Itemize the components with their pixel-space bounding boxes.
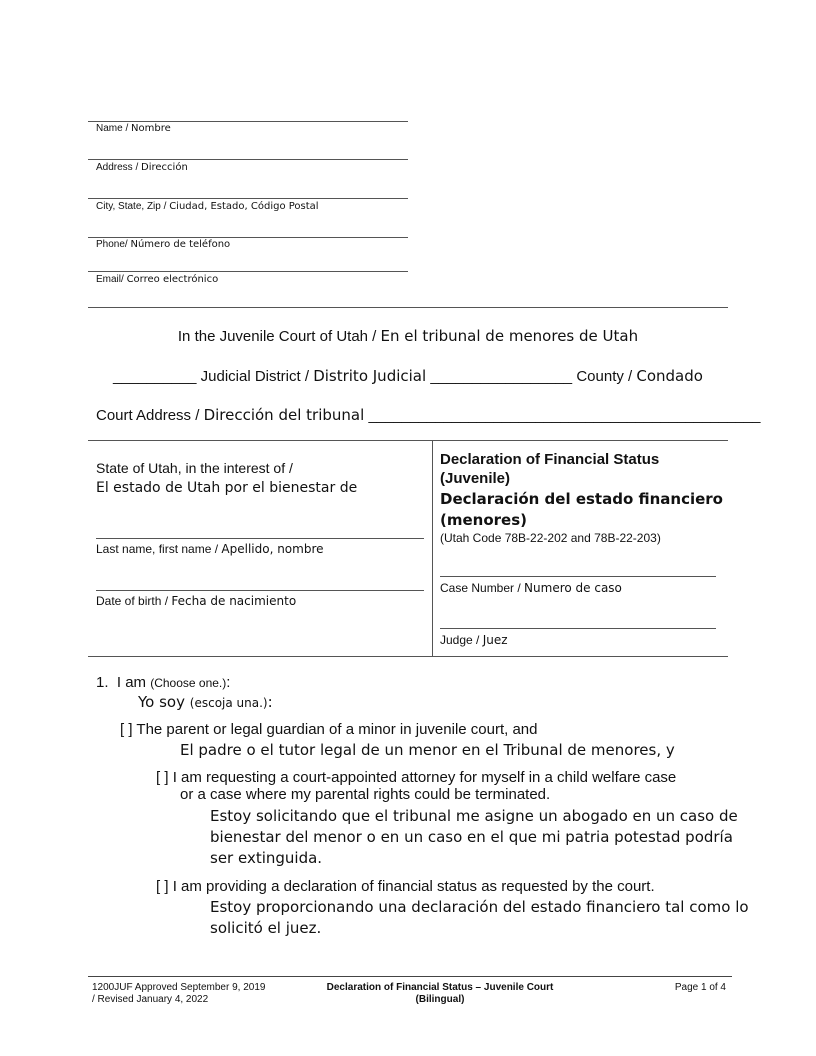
divider xyxy=(88,307,728,308)
phone-line[interactable] xyxy=(88,237,408,238)
state-of-utah: State of Utah, in the interest of / El estado de Utah por el bienestar de xyxy=(96,460,358,496)
footer-title: Declaration of Financial Status – Juvenile Court (Bilingual) xyxy=(326,982,554,1005)
option-parent-es: El padre o el tutor legal de un menor en el Tribunal de menores, y xyxy=(180,741,675,759)
lastname-line[interactable] xyxy=(96,538,424,539)
case-number-label: Case Number / Numero de caso xyxy=(440,581,622,595)
option-attorney: [ ] I am requesting a court-appointed attorney for myself in a child welfare case or a case where my parental rights could be terminated. xyxy=(156,769,677,803)
district-county-line: __________ Judicial District / Distrito Judicial _________________ County / Condado xyxy=(113,367,703,385)
caption-bottom-border xyxy=(88,656,728,657)
section-1-heading-es: Yo soy (escoja una.): xyxy=(138,693,273,711)
dob-label: Date of birth / Fecha de nacimiento xyxy=(96,594,297,608)
judge-label: Judge / Juez xyxy=(440,633,508,647)
checkbox-declaration[interactable]: [ ] xyxy=(156,878,169,895)
email-line[interactable] xyxy=(88,271,408,272)
city-line[interactable] xyxy=(88,198,408,199)
address-label: Address / Dirección xyxy=(96,162,188,173)
caption-top-border xyxy=(88,440,728,441)
option-attorney-es: Estoy solicitando que el tribunal me asigne un abogado en un caso de bienestar del menor o en un caso en el que mi patria potestad podría ser extinguida. xyxy=(210,807,738,867)
lastname-label: Last name, first name / Apellido, nombre xyxy=(96,542,324,556)
footer-rule xyxy=(88,976,732,977)
phone-label: Phone/ Número de teléfono xyxy=(96,239,231,250)
court-address-field[interactable]: _______________________________________________ xyxy=(368,407,761,424)
footer-form-id: 1200JUF Approved September 9, 2019 / Revised January 4, 2022 xyxy=(92,982,266,1005)
name-line[interactable] xyxy=(88,121,408,122)
district-field[interactable]: __________ xyxy=(113,368,197,385)
option-parent: [ ] The parent or legal guardian of a minor in juvenile court, and xyxy=(120,721,538,738)
checkbox-attorney[interactable]: [ ] xyxy=(156,769,169,786)
checkbox-parent[interactable]: [ ] xyxy=(120,721,133,738)
option-declaration-es: Estoy proporcionando una declaración del estado financiero tal como lo solicitó el juez. xyxy=(210,898,749,937)
case-number-line[interactable] xyxy=(440,576,716,577)
court-heading: In the Juvenile Court of Utah / En el tribunal de menores de Utah xyxy=(177,327,639,345)
court-address-line: Court Address / Dirección del tribunal _______________________________________________ xyxy=(96,406,761,424)
form-title: Declaration of Financial Status (Juvenile) Declaración del estado financiero (menores) (Utah Code 78B-22-202 and 78B-22-203) xyxy=(440,451,723,545)
name-label: Name / Nombre xyxy=(96,123,171,134)
city-label: City, State, Zip / Ciudad, Estado, Código Postal xyxy=(96,201,319,212)
address-line[interactable] xyxy=(88,159,408,160)
judge-line[interactable] xyxy=(440,628,716,629)
county-field[interactable]: _________________ xyxy=(430,368,573,385)
option-declaration: [ ] I am providing a declaration of financial status as requested by the court. xyxy=(156,878,655,895)
dob-line[interactable] xyxy=(96,590,424,591)
footer-page: Page 1 of 4 xyxy=(674,982,726,993)
caption-divider xyxy=(432,440,433,656)
email-label: Email/ Correo electrónico xyxy=(96,274,219,285)
section-1-heading: 1. I am (Choose one.): xyxy=(96,674,231,691)
